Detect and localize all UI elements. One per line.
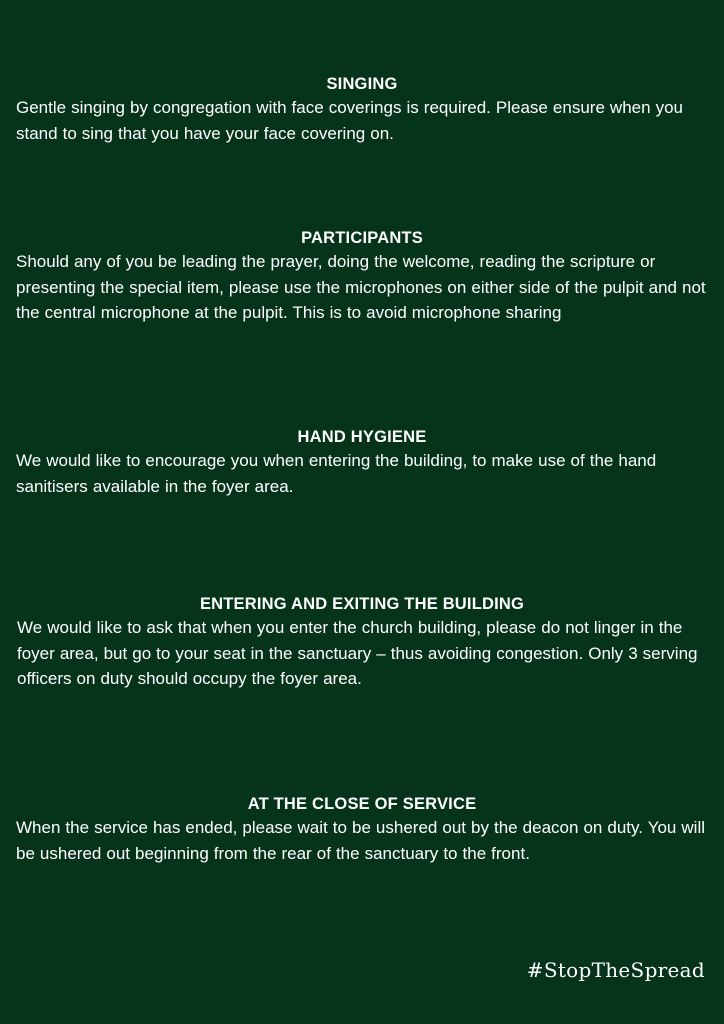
section-hand-hygiene — [16, 426, 708, 499]
section-participants — [16, 227, 708, 326]
section-singing — [16, 73, 708, 146]
section-heading: HAND HYGIENE — [297, 428, 427, 446]
section-heading: SINGING — [326, 75, 398, 93]
section-body: We would like to encourage you when entering the building, to make use of the hand sanitisers available in the foyer area. — [16, 451, 657, 496]
section-body: Gentle singing by congregation with face coverings is required. Please ensure when you stand to sing that you have your face covering on. — [16, 98, 683, 143]
section-body: We would like to ask that when you enter the church building, please do not linger in the foyer area, but go to your seat in the sanctuary – thus avoiding congestion. Only 3 serving officers on duty should occupy the foyer area. — [17, 618, 698, 688]
section-body: Should any of you be leading the prayer, doing the welcome, reading the scripture or presenting the special item, please use the microphones on either side of the pulpit and not the central microphone at the pulpit. This is to avoid microphone sharing — [16, 252, 706, 322]
section-heading: AT THE CLOSE OF SERVICE — [247, 795, 477, 813]
section-heading: PARTICIPANTS — [301, 229, 423, 247]
section-entering-exiting — [16, 593, 708, 692]
section-close-of-service — [16, 793, 708, 866]
section-heading: ENTERING AND EXITING THE BUILDING — [199, 595, 525, 613]
hashtag-footer: #StopTheSpread — [526, 958, 705, 982]
section-body: When the service has ended, please wait to be ushered out by the deacon on duty. You will be ushered out beginning from the rear of the sanctuary to the front. — [16, 818, 706, 863]
